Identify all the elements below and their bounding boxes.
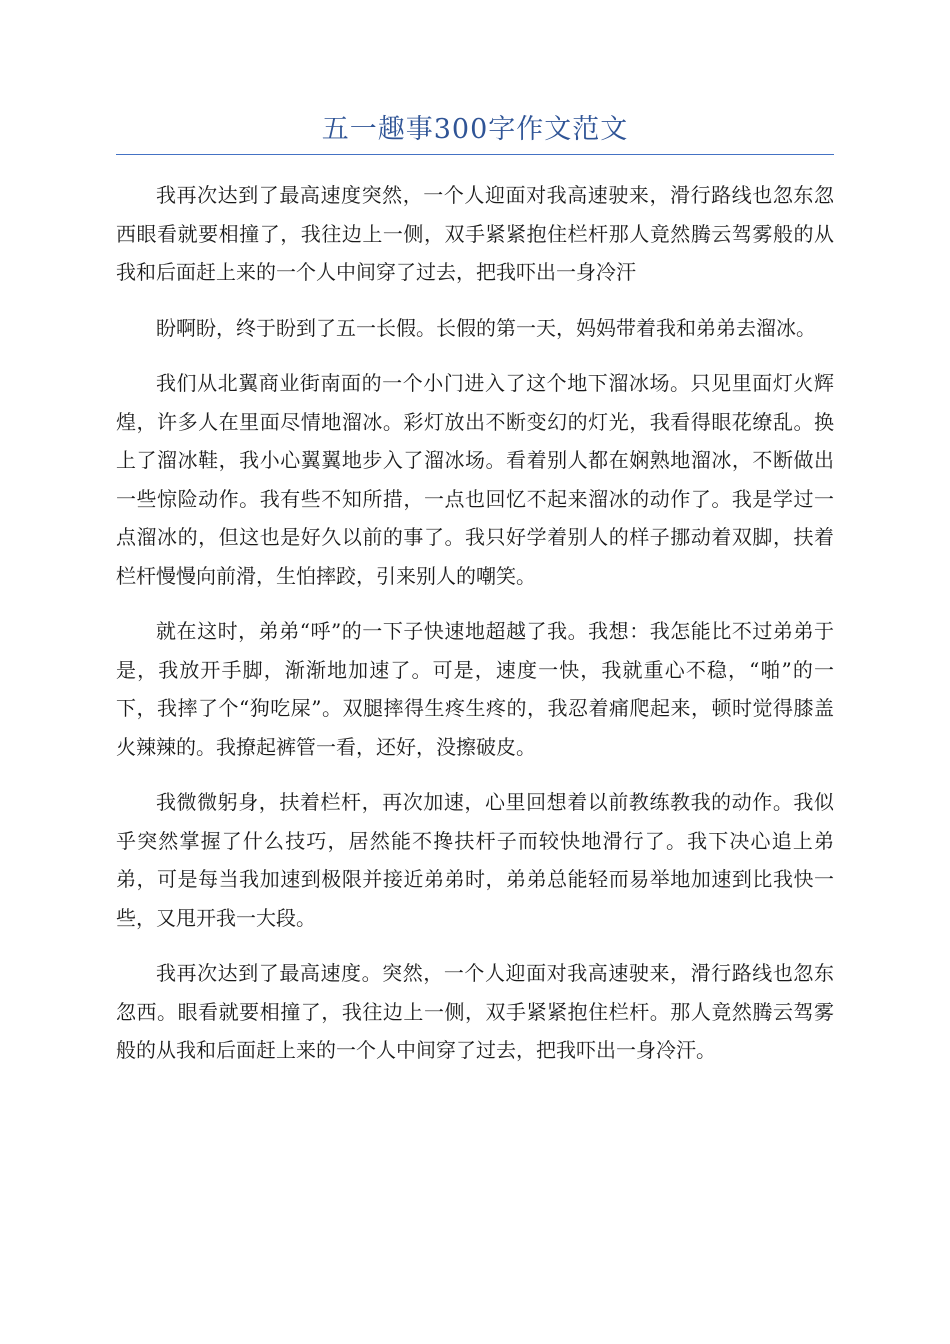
paragraph: 我微微躬身，扶着栏杆，再次加速，心里回想着以前教练教我的动作。我似乎突然掌握了什么技巧，居然能不搀扶杆子而较快地滑行了。我下决心追上弟弟，可是每当我加速到极限并接近弟弟时，弟弟总能轻而易举地加速到比我快一些，又甩开我一大段。 xyxy=(116,790,834,930)
paragraph: 我们从北翼商业街南面的一个小门进入了这个地下溜冰场。只见里面灯火辉煌，许多人在里面尽情地溜冰。彩灯放出不断变幻的灯光，我看得眼花缭乱。换上了溜冰鞋，我小心翼翼地步入了溜冰场。看着别人都在娴熟地溜冰，不断做出一些惊险动作。我有些不知所措，一点也回忆不起来溜冰的动作了。我是学过一点溜冰的，但这也是好久以前的事了。我只好学着别人的样子挪动着双脚，扶着栏杆慢慢向前滑，生怕摔跤，引来别人的嘲笑。 xyxy=(116,371,834,588)
paragraph: 我再次达到了最高速度。突然，一个人迎面对我高速驶来，滑行路线也忽东忽西。眼看就要相撞了，我往边上一侧，双手紧紧抱住栏杆。那人竟然腾云驾雾般的从我和后面赶上来的一个人中间穿了过去，把我吓出一身冷汗。 xyxy=(116,961,834,1062)
paragraph: 我再次达到了最高速度突然，一个人迎面对我高速驶来，滑行路线也忽东忽西眼看就要相撞了，我往边上一侧，双手紧紧抱住栏杆那人竟然腾云驾雾般的从我和后面赶上来的一个人中间穿了过去，把我吓出一身冷汗 xyxy=(116,183,834,284)
document-title: 五一趣事300字作文范文 xyxy=(321,114,629,145)
document-body xyxy=(116,176,834,1087)
paragraph: 盼啊盼，终于盼到了五一长假。长假的第一天，妈妈带着我和弟弟去溜冰。 xyxy=(156,315,816,340)
paragraph: 就在这时，弟弟“呼”的一下子快速地超越了我。我想：我怎能比不过弟弟于是，我放开手脚，渐渐地加速了。可是，速度一快，我就重心不稳，“啪”的一下，我摔了个“狗吃屎”。双腿摔得生疼生疼的，我忍着痛爬起来，顿时觉得膝盖火辣辣的。我撩起裤管一看，还好，没擦破皮。 xyxy=(116,619,834,759)
title-underline xyxy=(116,154,834,155)
